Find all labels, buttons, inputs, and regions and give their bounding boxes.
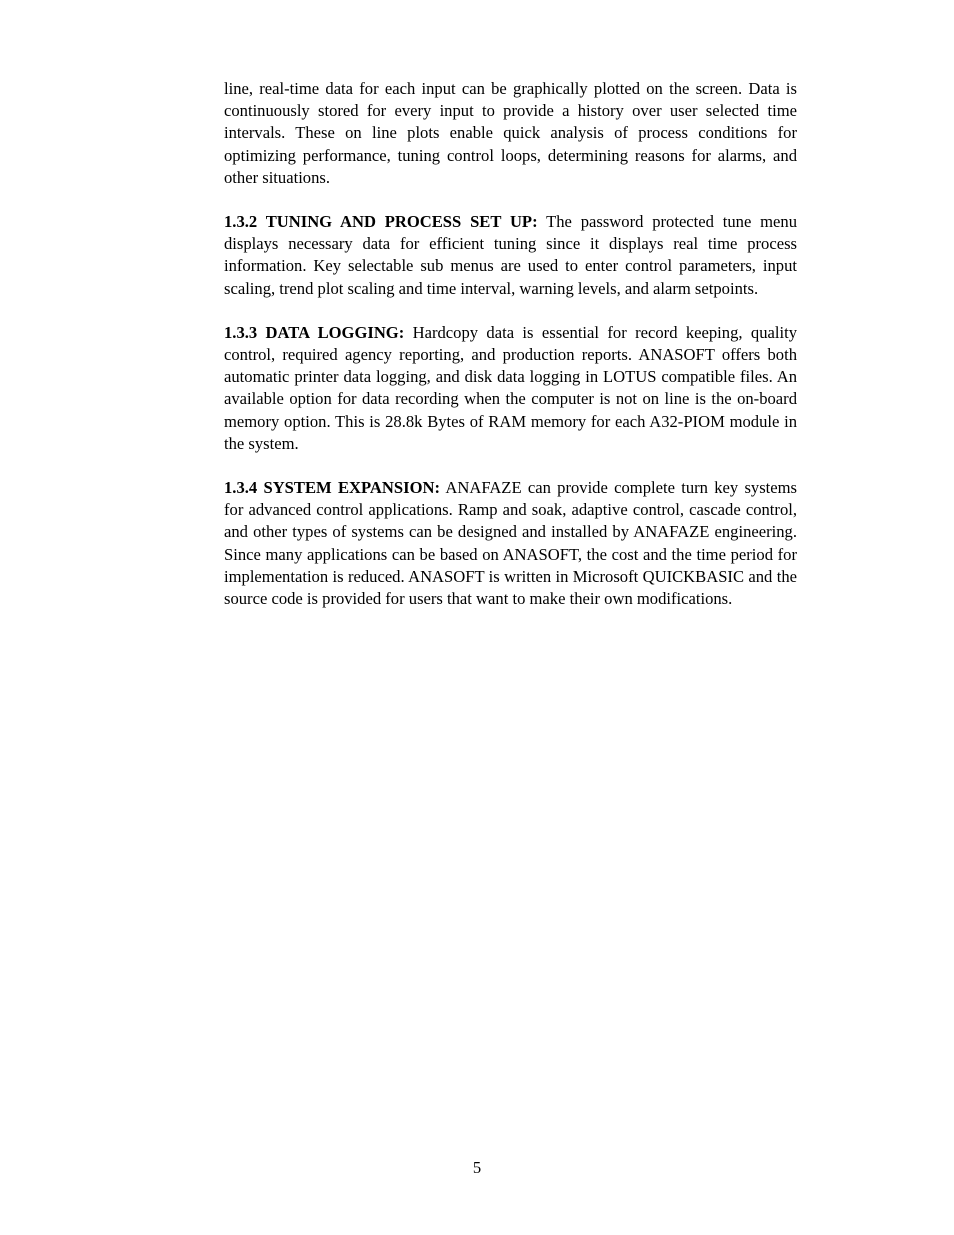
page-number: 5 — [472, 1158, 482, 1177]
body-text-column — [224, 78, 797, 632]
section-heading-tuning: 1.3.2 TUNING AND PROCESS SET UP: — [224, 212, 538, 232]
paragraph-system-expansion — [224, 477, 797, 610]
paragraph-tuning-setup — [224, 211, 797, 300]
paragraph-data-logging — [224, 322, 797, 455]
paragraph-body: line, real-time data for each input can be graphically plotted on the screen. Data is continuously stored for every input to provide a history over user selected time intervals. These on line plots enable quick analysis of process conditions for optimizing performance, tuning control loops, determining reasons for alarms, and other situations. — [224, 79, 797, 187]
paragraph-body: ANAFAZE can provide complete turn key systems for advanced control applications. Ramp and soak, adaptive control, cascade control, and other types of systems can be designed and installed by ANAFAZE engineering. Since many applications can be based on ANASOFT, the cost and the time period for implementation is reduced. ANASOFT is written in Microsoft QUICKBASIC and the source code is provided for users that want to make their own modifications. — [224, 478, 798, 609]
section-heading-system-expansion: 1.3.4 SYSTEM EXPANSION: — [224, 478, 441, 498]
paragraph-body: The password protected tune menu displays necessary data for efficient tuning since it displays real time process information. Key selectable sub menus are used to enter control parameters, input scaling, trend plot scaling and time interval, warning levels, and alarm setpoints. — [224, 212, 798, 298]
section-heading-data-logging: 1.3.3 DATA LOGGING: — [224, 322, 405, 342]
paragraph-body: Hardcopy data is essential for record keeping, quality control, required agency reporting, and production reports. ANASOFT offers both automatic printer data logging, and disk data logging in LOTUS compatible files. An available option for data recording when the computer is not on line is the on-board memory option. This is 28.8k Bytes of RAM memory for each A32-PIOM module in the system. — [224, 322, 797, 453]
paragraph-online-plots — [224, 78, 797, 189]
